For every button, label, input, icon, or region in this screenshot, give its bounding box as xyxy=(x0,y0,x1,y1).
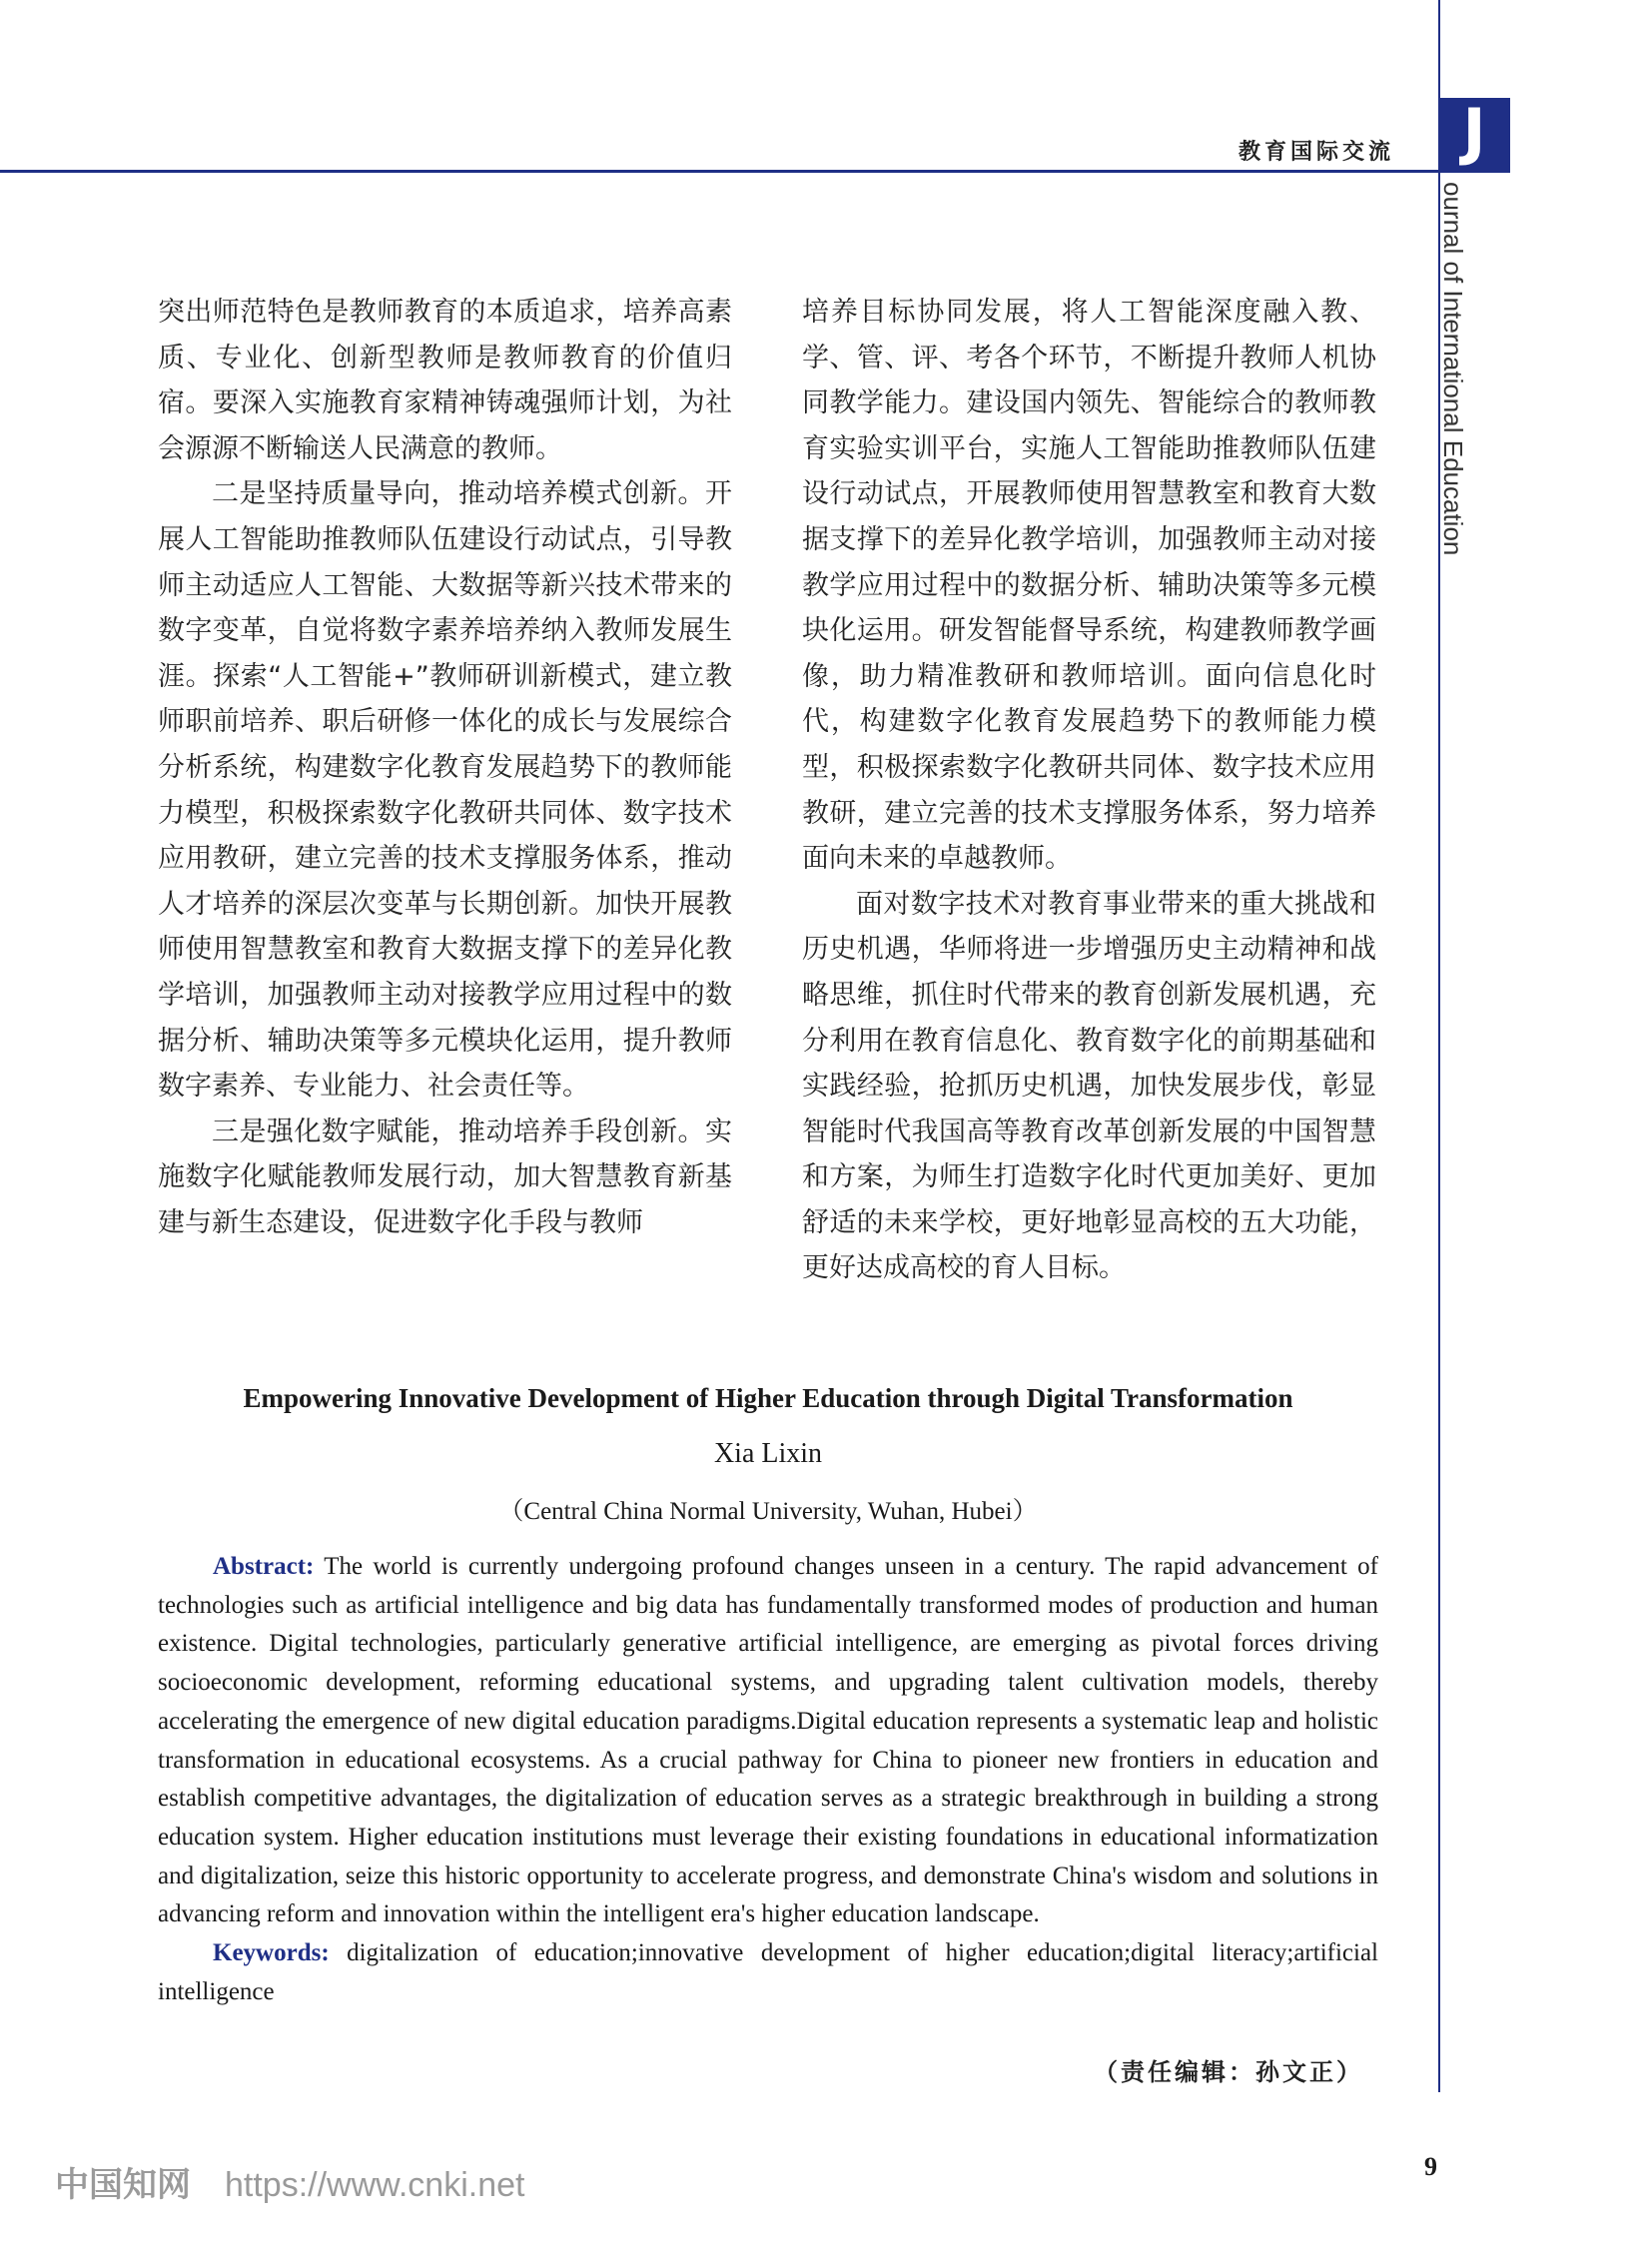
english-title: Empowering Innovative Development of Higher Education through Digital Transformation xyxy=(243,1383,1293,1413)
journal-name-vertical: ournal of International Education xyxy=(1438,182,1468,556)
header-rule xyxy=(0,170,1438,173)
keywords-text: digitalization of education;innovative development of higher education;digital literacy;artificial intelligence xyxy=(158,1939,1378,2005)
abstract-paragraph xyxy=(158,1548,1378,1934)
keywords-label: Keywords: xyxy=(213,1939,330,1967)
section-header: 教育国际交流 xyxy=(1239,140,1395,165)
abstract-text: The world is currently undergoing profound changes unseen in a century. The rapid advancement of technologies such as artificial intelligence and big data has fundamentally transformed modes of production and human existence. Digital technologies, particularly generative artificial intelligence, are emerging as pivotal forces driving socioeconomic development, reforming educational systems, and upgrading talent cultivation models, thereby accelerating the emergence of new digital education paradigms.Digital education represents a systematic leap and holistic transformation in educational ecosystems. As a crucial pathway for China to pioneer new frontiers in education and establish competitive advantages, the digitalization of education serves as a strategic breakthrough in building a strong education system. Higher education institutions must leverage their existing foundations in educational informatization and digitalization, seize this historic opportunity to accelerate progress, and demonstrate China's wisdom and solutions in advancing reform and innovation within the intelligent era's higher education landscape. xyxy=(158,1553,1378,1928)
body-paragraph: 培养目标协同发展，将人工智能深度融入教、学、管、评、考各个环节，不断提升教师人机协同教学能力。建设国内领先、智能综合的教师教育实验实训平台，实施人工智能助推教师队伍建设行动试点，开展教师使用智慧教室和教育大数据支撑下的差异化教学培训，加强教师主动对接教学应用过程中的数据分析、辅助决策等多元模块化运用。研发智能督导系统，构建教师教学画像，助力精准教研和教师培训。面向信息化时代，构建数字化教育发展趋势下的教师能力模型，积极探索数字化教研共同体、数字技术应用教研，建立完善的技术支撑服务体系，努力培养面向未来的卓越教师。 xyxy=(802,297,1376,875)
body-paragraph: 突出师范特色是教师教育的本质追求，培养高素质、专业化、创新型教师是教师教育的价值归宿。要深入实施教育家精神铸魂强师计划，为社会源源不断输送人民满意的教师。 xyxy=(158,297,732,464)
abstract-label: Abstract: xyxy=(213,1553,315,1580)
page-number: 9 xyxy=(1424,2152,1437,2181)
body-paragraph: 面对数字技术对教育事业带来的重大挑战和历史机遇，华师将进一步增强历史主动精神和战略思维，抓住时代带来的教育创新发展机遇，充分利用在教育信息化、教育数字化的前期基础和实践经验，抢抓历史机遇，加快发展步伐，彰显智能时代我国高等教育改革创新发展的中国智慧和方案，为师生打造数字化时代更加美好、更加舒适的未来学校，更好地彰显高校的五大功能，更好达成高校的育人目标。 xyxy=(802,888,1376,1284)
right-column xyxy=(802,290,1376,1291)
cnki-watermark[interactable] xyxy=(55,2157,524,2206)
journal-logo-letter: J xyxy=(1462,95,1486,168)
body-paragraph: 三是强化数字赋能，推动培养手段创新。实施数字化赋能教师发展行动，加大智慧教育新基建与新生态建设，促进数字化手段与教师 xyxy=(158,1116,732,1238)
body-paragraph: 二是坚持质量导向，推动培养模式创新。开展人工智能助推教师队伍建设行动试点，引导教师主动适应人工智能、大数据等新兴技术带来的数字变革，自觉将数字素养培养纳入教师发展生涯。探索“人工智能+”教师研训新模式，建立教师职前培养、职后研修一体化的成长与发展综合分析系统，构建数字化教育发展趋势下的教师能力模型，积极探索数字化教研共同体、数字技术应用教研，建立完善的技术支撑服务体系，推动人才培养的深层次变革与长期创新。加快开展教师使用智慧教室和教育大数据支撑下的差异化教学培训，加强教师主动对接教学应用过程中的数据分析、辅助决策等多元模块化运用，提升教师数字素养、专业能力、社会责任等。 xyxy=(158,478,732,1103)
watermark-cn: 中国知网 xyxy=(55,2166,191,2204)
keywords-paragraph xyxy=(158,1934,1378,2011)
editor-credit: （责任编辑：孙文正） xyxy=(1094,2058,1363,2086)
english-author: Xia Lixin xyxy=(713,1438,823,1469)
english-abstract-block xyxy=(158,1548,1378,2011)
english-affiliation: （Central China Normal University, Wuhan, Hubei） xyxy=(498,1498,1038,1525)
left-column xyxy=(158,290,732,1245)
watermark-url[interactable]: https://www.cnki.net xyxy=(225,2166,525,2204)
